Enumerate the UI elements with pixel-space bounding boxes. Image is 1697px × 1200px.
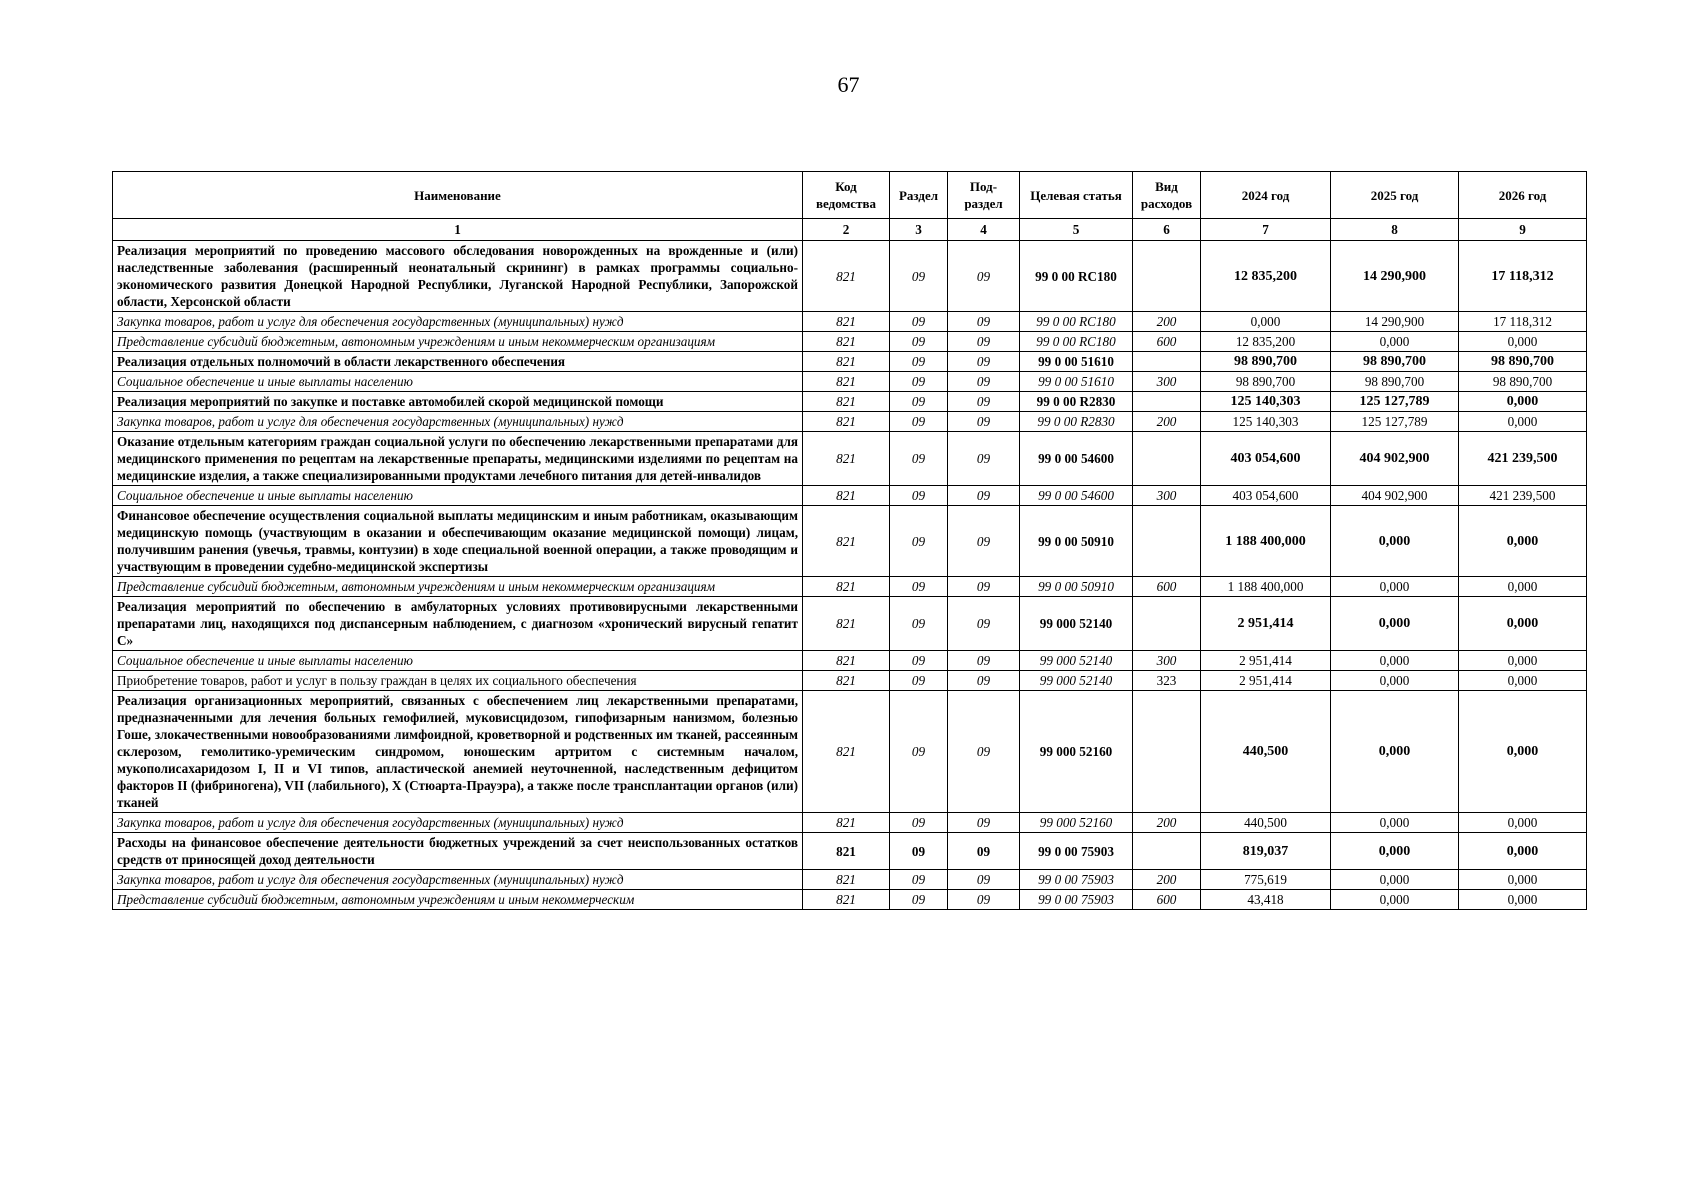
row-target-article: 99 0 00 51610 bbox=[1020, 372, 1133, 392]
row-amount-2024: 12 835,200 bbox=[1201, 332, 1331, 352]
row-amount-2026: 0,000 bbox=[1459, 506, 1587, 577]
row-dept-code: 821 bbox=[803, 691, 890, 813]
row-target-article: 99 000 52140 bbox=[1020, 651, 1133, 671]
row-subsection: 09 bbox=[948, 691, 1020, 813]
row-section: 09 bbox=[890, 577, 948, 597]
row-target-article: 99 0 00 R2830 bbox=[1020, 392, 1133, 412]
column-number: 9 bbox=[1459, 219, 1587, 241]
table-row bbox=[113, 312, 1587, 332]
column-number: 6 bbox=[1133, 219, 1201, 241]
row-amount-2024: 125 140,303 bbox=[1201, 412, 1331, 432]
row-dept-code: 821 bbox=[803, 651, 890, 671]
row-section: 09 bbox=[890, 372, 948, 392]
row-section: 09 bbox=[890, 352, 948, 372]
row-amount-2025: 98 890,700 bbox=[1331, 352, 1459, 372]
row-dept-code: 821 bbox=[803, 577, 890, 597]
row-amount-2026: 0,000 bbox=[1459, 332, 1587, 352]
row-subsection: 09 bbox=[948, 671, 1020, 691]
table-row bbox=[113, 833, 1587, 870]
header-expense-type: Вид расходов bbox=[1133, 172, 1201, 219]
row-expense-type bbox=[1133, 392, 1201, 412]
row-subsection: 09 bbox=[948, 506, 1020, 577]
row-section: 09 bbox=[890, 506, 948, 577]
row-amount-2026: 0,000 bbox=[1459, 412, 1587, 432]
row-target-article: 99 000 52140 bbox=[1020, 597, 1133, 651]
row-target-article: 99 000 52160 bbox=[1020, 691, 1133, 813]
row-amount-2024: 43,418 bbox=[1201, 890, 1331, 910]
header-target-article: Целевая статья bbox=[1020, 172, 1133, 219]
table-row bbox=[113, 691, 1587, 813]
row-dept-code: 821 bbox=[803, 412, 890, 432]
row-amount-2026: 0,000 bbox=[1459, 671, 1587, 691]
row-amount-2026: 0,000 bbox=[1459, 577, 1587, 597]
row-expense-type bbox=[1133, 506, 1201, 577]
row-name: Социальное обеспечение и иные выплаты населению bbox=[113, 651, 803, 671]
table-row bbox=[113, 506, 1587, 577]
row-section: 09 bbox=[890, 671, 948, 691]
row-target-article: 99 0 00 RC180 bbox=[1020, 241, 1133, 312]
row-amount-2024: 440,500 bbox=[1201, 691, 1331, 813]
row-amount-2025: 0,000 bbox=[1331, 890, 1459, 910]
table-row bbox=[113, 372, 1587, 392]
table-row bbox=[113, 597, 1587, 651]
row-expense-type: 200 bbox=[1133, 870, 1201, 890]
row-name: Реализация отдельных полномочий в области лекарственного обеспечения bbox=[113, 352, 803, 372]
row-section: 09 bbox=[890, 241, 948, 312]
row-amount-2025: 0,000 bbox=[1331, 671, 1459, 691]
row-dept-code: 821 bbox=[803, 392, 890, 412]
row-target-article: 99 0 00 50910 bbox=[1020, 506, 1133, 577]
row-dept-code: 821 bbox=[803, 671, 890, 691]
row-section: 09 bbox=[890, 392, 948, 412]
row-amount-2025: 404 902,900 bbox=[1331, 486, 1459, 506]
header-name: Наименование bbox=[113, 172, 803, 219]
row-amount-2026: 0,000 bbox=[1459, 890, 1587, 910]
row-dept-code: 821 bbox=[803, 870, 890, 890]
column-number: 4 bbox=[948, 219, 1020, 241]
header-section: Раздел bbox=[890, 172, 948, 219]
row-dept-code: 821 bbox=[803, 352, 890, 372]
row-expense-type: 300 bbox=[1133, 486, 1201, 506]
row-target-article: 99 0 00 75903 bbox=[1020, 833, 1133, 870]
row-subsection: 09 bbox=[948, 651, 1020, 671]
row-target-article: 99 0 00 54600 bbox=[1020, 486, 1133, 506]
row-target-article: 99 0 00 51610 bbox=[1020, 352, 1133, 372]
column-number: 7 bbox=[1201, 219, 1331, 241]
row-name: Представление субсидий бюджетным, автономным учреждениям и иным некоммерческим организациям bbox=[113, 577, 803, 597]
row-amount-2026: 17 118,312 bbox=[1459, 312, 1587, 332]
row-section: 09 bbox=[890, 412, 948, 432]
row-subsection: 09 bbox=[948, 597, 1020, 651]
row-subsection: 09 bbox=[948, 392, 1020, 412]
table-row bbox=[113, 813, 1587, 833]
header-2025: 2025 год bbox=[1331, 172, 1459, 219]
table-row bbox=[113, 332, 1587, 352]
row-amount-2026: 98 890,700 bbox=[1459, 372, 1587, 392]
row-expense-type: 200 bbox=[1133, 412, 1201, 432]
row-expense-type bbox=[1133, 691, 1201, 813]
row-amount-2025: 0,000 bbox=[1331, 597, 1459, 651]
row-dept-code: 821 bbox=[803, 813, 890, 833]
row-expense-type bbox=[1133, 241, 1201, 312]
header-2026: 2026 год bbox=[1459, 172, 1587, 219]
row-amount-2025: 125 127,789 bbox=[1331, 392, 1459, 412]
column-number: 2 bbox=[803, 219, 890, 241]
row-amount-2025: 0,000 bbox=[1331, 813, 1459, 833]
row-amount-2024: 1 188 400,000 bbox=[1201, 577, 1331, 597]
row-amount-2024: 819,037 bbox=[1201, 833, 1331, 870]
row-name: Реализация организационных мероприятий, связанных с обеспечением лиц лекарственными препаратами, предназначенными для лечения больных гемофилией, муковисцидозом, гипофизарным нанизмом, болезнью Гоше, злокачественными новообразованиями лимфоидной, кроветворной и родственных им тканей, рассеянным склерозом, гемолитико-уремическим синдромом, юношеским артритом с системным началом, мукополисахаридозом I, II и VI типов, апластической анемией неуточненной, наследственным дефицитом факторов II (фибриногена), VII (лабильного), X (Стюарта-Прауэра), а также после трансплантации органов (или) тканей bbox=[113, 691, 803, 813]
row-subsection: 09 bbox=[948, 486, 1020, 506]
row-name: Социальное обеспечение и иные выплаты населению bbox=[113, 372, 803, 392]
row-name: Приобретение товаров, работ и услуг в пользу граждан в целях их социального обеспечения bbox=[113, 671, 803, 691]
row-amount-2024: 98 890,700 bbox=[1201, 352, 1331, 372]
row-subsection: 09 bbox=[948, 312, 1020, 332]
table-row bbox=[113, 486, 1587, 506]
row-section: 09 bbox=[890, 813, 948, 833]
row-section: 09 bbox=[890, 486, 948, 506]
row-expense-type: 323 bbox=[1133, 671, 1201, 691]
row-name: Реализация мероприятий по проведению массового обследования новорожденных на врожденные и (или) наследственные заболевания (расширенный неонатальный скрининг) в рамках программы социально-экономического развития Донецкой Народной Республики, Луганской Народной Республики, Запорожской области, Херсонской области bbox=[113, 241, 803, 312]
row-amount-2025: 0,000 bbox=[1331, 651, 1459, 671]
row-expense-type: 600 bbox=[1133, 890, 1201, 910]
row-dept-code: 821 bbox=[803, 241, 890, 312]
row-amount-2026: 17 118,312 bbox=[1459, 241, 1587, 312]
row-amount-2026: 0,000 bbox=[1459, 392, 1587, 412]
row-target-article: 99 0 00 R2830 bbox=[1020, 412, 1133, 432]
row-section: 09 bbox=[890, 332, 948, 352]
row-amount-2026: 0,000 bbox=[1459, 597, 1587, 651]
header-2024: 2024 год bbox=[1201, 172, 1331, 219]
table-row bbox=[113, 241, 1587, 312]
table-row bbox=[113, 432, 1587, 486]
row-subsection: 09 bbox=[948, 890, 1020, 910]
row-target-article: 99 0 00 75903 bbox=[1020, 890, 1133, 910]
row-amount-2025: 0,000 bbox=[1331, 506, 1459, 577]
row-expense-type: 200 bbox=[1133, 813, 1201, 833]
row-amount-2026: 0,000 bbox=[1459, 691, 1587, 813]
row-subsection: 09 bbox=[948, 577, 1020, 597]
row-amount-2025: 0,000 bbox=[1331, 577, 1459, 597]
row-expense-type bbox=[1133, 432, 1201, 486]
row-amount-2024: 1 188 400,000 bbox=[1201, 506, 1331, 577]
row-target-article: 99 0 00 RC180 bbox=[1020, 312, 1133, 332]
table-row bbox=[113, 392, 1587, 412]
row-name: Представление субсидий бюджетным, автономным учреждениям и иным некоммерческим bbox=[113, 890, 803, 910]
row-dept-code: 821 bbox=[803, 486, 890, 506]
row-target-article: 99 000 52160 bbox=[1020, 813, 1133, 833]
column-number: 5 bbox=[1020, 219, 1133, 241]
row-name: Закупка товаров, работ и услуг для обеспечения государственных (муниципальных) нужд bbox=[113, 813, 803, 833]
row-name: Закупка товаров, работ и услуг для обеспечения государственных (муниципальных) нужд bbox=[113, 312, 803, 332]
row-expense-type: 300 bbox=[1133, 372, 1201, 392]
column-number: 3 bbox=[890, 219, 948, 241]
row-section: 09 bbox=[890, 432, 948, 486]
row-expense-type: 200 bbox=[1133, 312, 1201, 332]
row-amount-2024: 403 054,600 bbox=[1201, 486, 1331, 506]
table-row bbox=[113, 671, 1587, 691]
row-amount-2025: 14 290,900 bbox=[1331, 241, 1459, 312]
row-amount-2026: 0,000 bbox=[1459, 813, 1587, 833]
row-subsection: 09 bbox=[948, 372, 1020, 392]
row-dept-code: 821 bbox=[803, 506, 890, 577]
row-amount-2024: 12 835,200 bbox=[1201, 241, 1331, 312]
row-amount-2026: 0,000 bbox=[1459, 833, 1587, 870]
row-name: Закупка товаров, работ и услуг для обеспечения государственных (муниципальных) нужд bbox=[113, 870, 803, 890]
row-name: Расходы на финансовое обеспечение деятельности бюджетных учреждений за счет неиспользованных остатков средств от приносящей доход деятельности bbox=[113, 833, 803, 870]
row-name: Реализация мероприятий по обеспечению в амбулаторных условиях противовирусными лекарственными препаратами лиц, находящихся под диспансерным наблюдением, с диагнозом «хронический вирусный гепатит С» bbox=[113, 597, 803, 651]
column-number: 1 bbox=[113, 219, 803, 241]
row-dept-code: 821 bbox=[803, 312, 890, 332]
row-amount-2025: 125 127,789 bbox=[1331, 412, 1459, 432]
row-amount-2026: 0,000 bbox=[1459, 870, 1587, 890]
row-subsection: 09 bbox=[948, 833, 1020, 870]
row-dept-code: 821 bbox=[803, 890, 890, 910]
row-amount-2025: 14 290,900 bbox=[1331, 312, 1459, 332]
row-dept-code: 821 bbox=[803, 432, 890, 486]
row-subsection: 09 bbox=[948, 432, 1020, 486]
row-amount-2024: 2 951,414 bbox=[1201, 651, 1331, 671]
row-dept-code: 821 bbox=[803, 597, 890, 651]
table-row bbox=[113, 577, 1587, 597]
row-amount-2024: 98 890,700 bbox=[1201, 372, 1331, 392]
row-amount-2025: 0,000 bbox=[1331, 870, 1459, 890]
row-expense-type bbox=[1133, 833, 1201, 870]
row-amount-2025: 98 890,700 bbox=[1331, 372, 1459, 392]
row-section: 09 bbox=[890, 651, 948, 671]
row-expense-type: 600 bbox=[1133, 577, 1201, 597]
row-amount-2024: 0,000 bbox=[1201, 312, 1331, 332]
row-expense-type: 300 bbox=[1133, 651, 1201, 671]
row-dept-code: 821 bbox=[803, 833, 890, 870]
row-target-article: 99 0 00 50910 bbox=[1020, 577, 1133, 597]
row-subsection: 09 bbox=[948, 813, 1020, 833]
row-expense-type bbox=[1133, 352, 1201, 372]
row-amount-2024: 2 951,414 bbox=[1201, 671, 1331, 691]
row-amount-2026: 421 239,500 bbox=[1459, 432, 1587, 486]
row-subsection: 09 bbox=[948, 241, 1020, 312]
row-name: Реализация мероприятий по закупке и поставке автомобилей скорой медицинской помощи bbox=[113, 392, 803, 412]
row-name: Финансовое обеспечение осуществления социальной выплаты медицинским и иным работникам, оказывающим медицинскую помощь (участвующим в оказании и обеспечивающим оказание медицинской помощи) лицам, получившим ранения (увечья, травмы, контузии) в ходе специальной военной операции, а также проводящим и участвующим в проведении судебно-медицинской экспертизы bbox=[113, 506, 803, 577]
column-number-row bbox=[113, 219, 1587, 241]
row-amount-2026: 421 239,500 bbox=[1459, 486, 1587, 506]
row-section: 09 bbox=[890, 870, 948, 890]
row-amount-2024: 125 140,303 bbox=[1201, 392, 1331, 412]
row-subsection: 09 bbox=[948, 352, 1020, 372]
row-name: Социальное обеспечение и иные выплаты населению bbox=[113, 486, 803, 506]
row-subsection: 09 bbox=[948, 870, 1020, 890]
column-number: 8 bbox=[1331, 219, 1459, 241]
row-target-article: 99 0 00 RC180 bbox=[1020, 332, 1133, 352]
row-amount-2025: 404 902,900 bbox=[1331, 432, 1459, 486]
header-dept-code: Код ведомства bbox=[803, 172, 890, 219]
row-amount-2024: 403 054,600 bbox=[1201, 432, 1331, 486]
page-number: 67 bbox=[837, 72, 860, 97]
row-expense-type: 600 bbox=[1133, 332, 1201, 352]
row-target-article: 99 000 52140 bbox=[1020, 671, 1133, 691]
row-dept-code: 821 bbox=[803, 372, 890, 392]
row-target-article: 99 0 00 54600 bbox=[1020, 432, 1133, 486]
row-section: 09 bbox=[890, 833, 948, 870]
row-amount-2025: 0,000 bbox=[1331, 691, 1459, 813]
row-amount-2024: 775,619 bbox=[1201, 870, 1331, 890]
table-row bbox=[113, 352, 1587, 372]
row-dept-code: 821 bbox=[803, 332, 890, 352]
row-expense-type bbox=[1133, 597, 1201, 651]
row-section: 09 bbox=[890, 597, 948, 651]
table-header-row bbox=[113, 172, 1587, 219]
row-amount-2025: 0,000 bbox=[1331, 332, 1459, 352]
budget-table bbox=[112, 171, 1587, 910]
header-subsection: Под-раздел bbox=[948, 172, 1020, 219]
row-subsection: 09 bbox=[948, 412, 1020, 432]
row-amount-2025: 0,000 bbox=[1331, 833, 1459, 870]
row-section: 09 bbox=[890, 691, 948, 813]
row-amount-2026: 98 890,700 bbox=[1459, 352, 1587, 372]
row-name: Представление субсидий бюджетным, автономным учреждениям и иным некоммерческим организациям bbox=[113, 332, 803, 352]
table-row bbox=[113, 651, 1587, 671]
table-row bbox=[113, 890, 1587, 910]
row-subsection: 09 bbox=[948, 332, 1020, 352]
row-amount-2026: 0,000 bbox=[1459, 651, 1587, 671]
row-target-article: 99 0 00 75903 bbox=[1020, 870, 1133, 890]
row-name: Оказание отдельным категориям граждан социальной услуги по обеспечению лекарственными препаратами для медицинского применения по рецептам на лекарственные препараты, медицинскими изделиями по рецептам на медицинские изделия, а также специализированными продуктами лечебного питания для детей-инвалидов bbox=[113, 432, 803, 486]
table-row bbox=[113, 870, 1587, 890]
row-section: 09 bbox=[890, 312, 948, 332]
row-amount-2024: 440,500 bbox=[1201, 813, 1331, 833]
row-name: Закупка товаров, работ и услуг для обеспечения государственных (муниципальных) нужд bbox=[113, 412, 803, 432]
table-row bbox=[113, 412, 1587, 432]
row-section: 09 bbox=[890, 890, 948, 910]
row-amount-2024: 2 951,414 bbox=[1201, 597, 1331, 651]
